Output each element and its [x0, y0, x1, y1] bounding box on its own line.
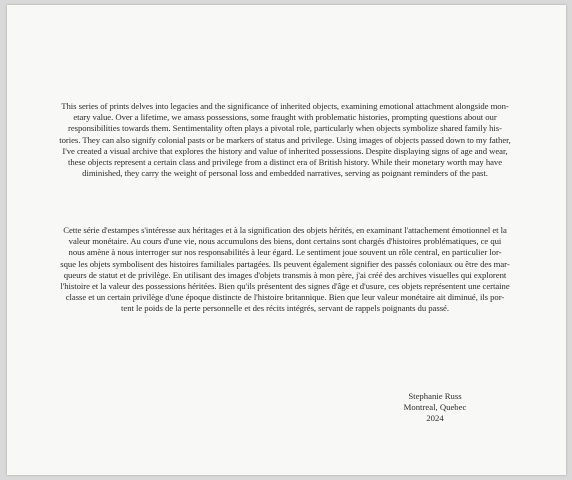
signature-block [375, 391, 495, 424]
french-statement: Cette série d'estampes s'intéresse aux héritages et à la signification des objets hérités, en examinant l'attachement émotionnel et la valeur monétaire. Au cours d'une vie, nous accumulons des biens, dont certains sont chargés d'histoires problématiques, ce qui nous amène à nous interroger sur nos responsabilités à leur égard. Le sentiment joue souvent un rôle central, en particulier lor- sque les objets symbolisent des histoires familiales partagées. Ils peuvent également signifier des passés coloniaux ou être des mar- queurs de statut et de privilège. En utilisant des images d'objets transmis à mon père, j'ai créé des archives visuelles qui explorent l'histoire et la valeur des possessions héritées. Bien qu'ils présentent des signes d'âge et d'usure, ces objets représentent une certaine classe et un certain privilège d'une époque distincte de l'histoire britannique. Bien que leur valeur monétaire ait diminué, ils por- tent le poids de la perte personnelle et des récits intégrés, servant de rappels poignants du passé. [60, 225, 510, 314]
artist-location: Montreal, Quebec [403, 402, 467, 412]
artist-name: Stephanie Russ [408, 391, 462, 401]
english-statement: This series of prints delves into legacies and the significance of inherited objects, examining emotional attachment alongside mon- etary value. Over a lifetime, we amass possessions, some fraught with problematic histories, prompting questions about our responsibilities towards them. Sentimentality often plays a pivotal role, particularly when objects symbolize shared family his- tories. They can also signify colonial pasts or be markers of status and privilege. Using images of objects passed down to my father, I've created a visual archive that explores the history and value of inherited possessions. Despite displaying signs of age and wear, these objects represent a certain class and privilege from a distinct era of British history. While their monetary worth may have diminished, they carry the weight of personal loss and embedded narratives, serving as poignant reminders of the past. [59, 101, 511, 179]
statement-year: 2024 [426, 413, 444, 423]
paper-sheet [7, 5, 566, 475]
